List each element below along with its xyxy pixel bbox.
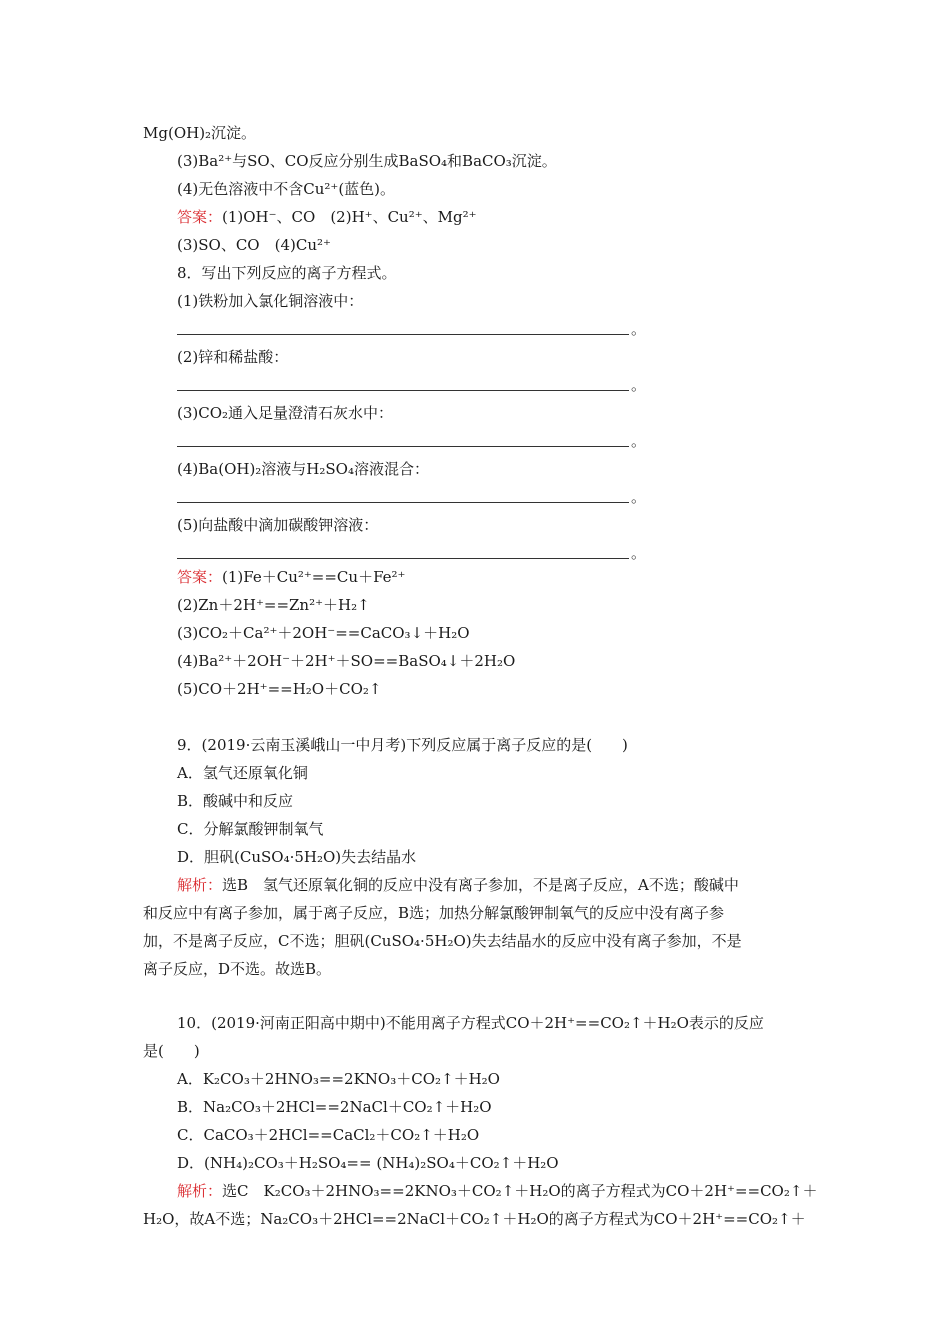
answer-line: (5)CO＋2H⁺==H₂O＋CO₂↑	[177, 680, 382, 698]
question-10-stem-cont: 是( )	[143, 1042, 200, 1060]
text-line: (4)无色溶液中不含Cu²⁺(蓝色)。	[177, 180, 396, 198]
option-a: A．氢气还原氧化铜	[177, 764, 308, 782]
answer-blank	[177, 558, 629, 559]
option-d: D．胆矾(CuSO₄·5H₂O)失去结晶水	[177, 848, 417, 866]
text-line: Mg(OH)₂沉淀。	[143, 124, 257, 142]
analysis-text: 选B 氢气还原氧化铜的反应中没有离子参加，不是离子反应，A不选；酸碱中	[222, 876, 739, 894]
text-line: (3)SO、CO (4)Cu²⁺	[177, 236, 331, 254]
answer-blank	[177, 334, 629, 335]
analysis-label: 解析：	[177, 1182, 223, 1200]
sub-question: (3)CO₂通入足量澄清石灰水中：	[177, 404, 394, 422]
answer-label: 答案：	[177, 208, 223, 226]
option-a: A．K₂CO₃＋2HNO₃==2KNO₃＋CO₂↑＋H₂O	[177, 1070, 500, 1088]
question-10-stem: 10．(2019·河南正阳高中期中)不能用离子方程式CO＋2H⁺==CO₂↑＋H₂O表示的反应	[177, 1014, 764, 1032]
answer-label: 答案：	[177, 568, 223, 586]
analysis-line	[177, 1181, 817, 1201]
option-d: D．(NH₄)₂CO₃＋H₂SO₄== (NH₄)₂SO₄＋CO₂↑＋H₂O	[177, 1154, 559, 1172]
option-b: B．酸碱中和反应	[177, 792, 294, 810]
answer-line: (2)Zn＋2H⁺==Zn²⁺＋H₂↑	[177, 596, 370, 614]
analysis-line	[177, 875, 739, 895]
option-c: C．CaCO₃＋2HCl==CaCl₂＋CO₂↑＋H₂O	[177, 1126, 480, 1144]
sub-question: (1)铁粉加入氯化铜溶液中：	[177, 292, 364, 310]
answer-blank	[177, 390, 629, 391]
question-9-stem: 9．(2019·云南玉溪峨山一中月考)下列反应属于离子反应的是( )	[177, 736, 628, 754]
analysis-line: 和反应中有离子参加，属于离子反应，B选；加热分解氯酸钾制氧气的反应中没有离子参	[143, 904, 725, 922]
sub-question: (4)Ba(OH)₂溶液与H₂SO₄溶液混合：	[177, 460, 429, 478]
analysis-text: 选C K₂CO₃＋2HNO₃==2KNO₃＋CO₂↑＋H₂O的离子方程式为CO＋2H⁺==CO₂↑＋	[222, 1182, 818, 1200]
analysis-line: H₂O，故A不选；Na₂CO₃＋2HCl==2NaCl＋CO₂↑＋H₂O的离子方程式为CO＋2H⁺==CO₂↑＋	[143, 1210, 806, 1228]
blank-period: 。	[631, 488, 647, 506]
sub-question: (2)锌和稀盐酸：	[177, 348, 289, 366]
analysis-line: 加，不是离子反应，C不选；胆矾(CuSO₄·5H₂O)失去结晶水的反应中没有离子参加，不是	[143, 932, 742, 950]
answer-line	[177, 567, 405, 587]
blank-period: 。	[631, 376, 647, 394]
analysis-line: 离子反应，D不选。故选B。	[143, 960, 332, 978]
blank-period: 。	[631, 544, 647, 562]
question-8-stem: 8．写出下列反应的离子方程式。	[177, 264, 397, 282]
answer-line	[177, 207, 477, 227]
blank-period: 。	[631, 432, 647, 450]
answer-text: (1)OH⁻、CO (2)H⁺、Cu²⁺、Mg²⁺	[222, 208, 477, 226]
answer-blank	[177, 446, 629, 447]
text-line: (3)Ba²⁺与SO、CO反应分别生成BaSO₄和BaCO₃沉淀。	[177, 152, 557, 170]
answer-line: (3)CO₂＋Ca²⁺＋2OH⁻==CaCO₃↓＋H₂O	[177, 624, 470, 642]
answer-text: (1)Fe＋Cu²⁺==Cu＋Fe²⁺	[222, 568, 406, 586]
option-c: C．分解氯酸钾制氧气	[177, 820, 324, 838]
analysis-label: 解析：	[177, 876, 223, 894]
answer-line: (4)Ba²⁺＋2OH⁻＋2H⁺＋SO==BaSO₄↓＋2H₂O	[177, 652, 516, 670]
option-b: B．Na₂CO₃＋2HCl==2NaCl＋CO₂↑＋H₂O	[177, 1098, 492, 1116]
blank-period: 。	[631, 320, 647, 338]
sub-question: (5)向盐酸中滴加碳酸钾溶液：	[177, 516, 379, 534]
answer-blank	[177, 502, 629, 503]
